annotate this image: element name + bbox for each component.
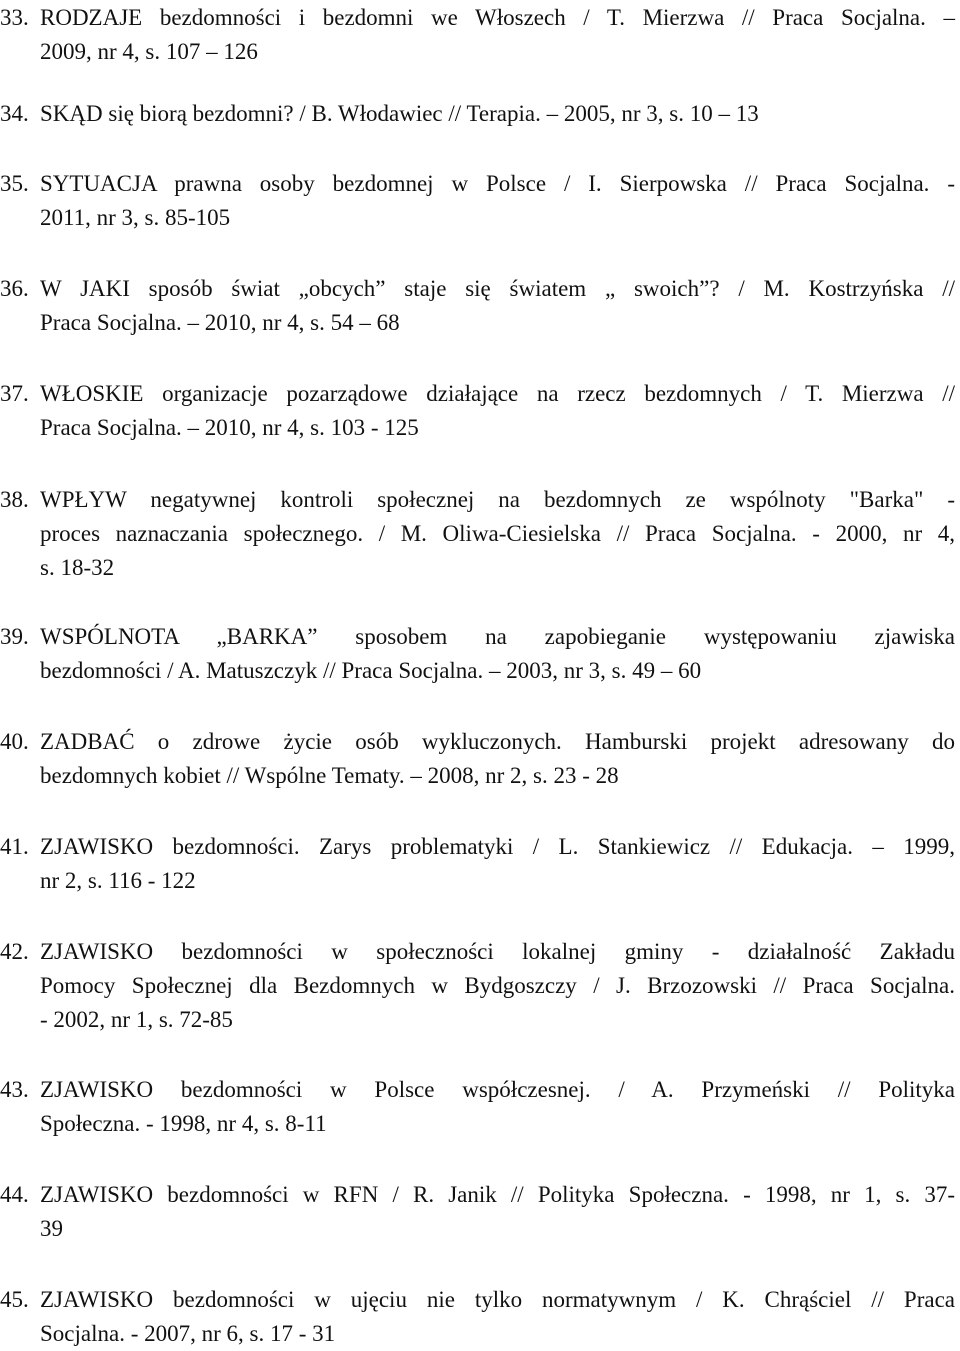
entry-text xyxy=(40,167,955,235)
entry-number: 40. xyxy=(0,729,29,754)
entry-number: 44. xyxy=(0,1182,29,1207)
entry-line: SKĄD się biorą bezdomni? / B. Włodawiec // Terapia. – 2005, nr 3, s. 10 – 13 xyxy=(40,101,759,126)
entry-number: 45. xyxy=(0,1287,29,1312)
entry-text xyxy=(40,830,955,898)
entry-text xyxy=(40,97,955,131)
entry-line: 2011, nr 3, s. 85-105 xyxy=(40,205,231,230)
entry-line: ZADBAĆ o zdrowe życie osób wykluczonych. Hamburski projekt adresowany do xyxy=(40,729,955,754)
entry-text xyxy=(40,1073,955,1141)
entry-line: s. 18-32 xyxy=(40,555,115,580)
entry-number: 41. xyxy=(0,834,29,859)
entry-number: 39. xyxy=(0,624,29,649)
entry-line: ZJAWISKO bezdomności w ujęciu nie tylko normatywnym / K. Chrąściel // Praca xyxy=(40,1287,955,1312)
entry-line: ZJAWISKO bezdomności w społeczności lokalnej gminy - działalność Zakładu xyxy=(40,939,955,964)
entry-text xyxy=(40,1283,955,1351)
entry-line: RODZAJE bezdomności i bezdomni we Włoszech / T. Mierzwa // Praca Socjalna. – xyxy=(40,5,955,30)
entry-line: proces naznaczania społecznego. / M. Oliwa-Ciesielska // Praca Socjalna. - 2000, nr 4, xyxy=(40,521,955,546)
entry-line: WSPÓLNOTA „BARKA” sposobem na zapobieganie występowaniu zjawiska xyxy=(40,624,955,649)
entry-line: - 2002, nr 1, s. 72-85 xyxy=(40,1007,233,1032)
entry-line: 39 xyxy=(40,1216,63,1241)
entry-text xyxy=(40,1,955,69)
entry-text xyxy=(40,725,955,793)
entry-text xyxy=(40,935,955,1037)
entry-number: 42. xyxy=(0,939,29,964)
entry-line: nr 2, s. 116 - 122 xyxy=(40,868,196,893)
entry-number: 43. xyxy=(0,1077,29,1102)
entry-line: WŁOSKIE organizacje pozarządowe działające na rzecz bezdomnych / T. Mierzwa // xyxy=(40,381,955,406)
entry-number: 37. xyxy=(0,381,29,406)
entry-line: ZJAWISKO bezdomności w RFN / R. Janik // Polityka Społeczna. - 1998, nr 1, s. 37- xyxy=(40,1182,955,1207)
entry-line: Praca Socjalna. – 2010, nr 4, s. 103 - 125 xyxy=(40,415,419,440)
entry-number: 35. xyxy=(0,171,29,196)
entry-line: bezdomności / A. Matuszczyk // Praca Socjalna. – 2003, nr 3, s. 49 – 60 xyxy=(40,658,702,683)
entry-number: 34. xyxy=(0,101,29,126)
entry-line: Socjalna. - 2007, nr 6, s. 17 - 31 xyxy=(40,1321,336,1346)
entry-line: Społeczna. - 1998, nr 4, s. 8-11 xyxy=(40,1111,327,1136)
entry-line: SYTUACJA prawna osoby bezdomnej w Polsce / I. Sierpowska // Praca Socjalna. - xyxy=(40,171,955,196)
entry-line: W JAKI sposób świat „obcych” staje się światem „ swoich”? / M. Kostrzyńska // xyxy=(40,276,955,301)
entry-number: 36. xyxy=(0,276,29,301)
entry-line: ZJAWISKO bezdomności. Zarys problematyki / L. Stankiewicz // Edukacja. – 1999, xyxy=(40,834,955,859)
entry-number: 33. xyxy=(0,5,29,30)
entry-line: bezdomnych kobiet // Wspólne Tematy. – 2008, nr 2, s. 23 - 28 xyxy=(40,763,619,788)
entry-line: ZJAWISKO bezdomności w Polsce współczesnej. / A. Przymeński // Polityka xyxy=(40,1077,955,1102)
entry-line: Praca Socjalna. – 2010, nr 4, s. 54 – 68 xyxy=(40,310,400,335)
entry-number: 38. xyxy=(0,487,29,512)
entry-text xyxy=(40,1178,955,1246)
entry-text xyxy=(40,483,955,585)
entry-line: Pomocy Społecznej dla Bezdomnych w Bydgoszczy / J. Brzozowski // Praca Socjalna. xyxy=(40,973,955,998)
entry-text xyxy=(40,377,955,445)
entry-line: 2009, nr 4, s. 107 – 126 xyxy=(40,39,258,64)
entry-text xyxy=(40,620,955,688)
entry-text xyxy=(40,272,955,340)
entry-line: WPŁYW negatywnej kontroli społecznej na bezdomnych ze wspólnoty "Barka" - xyxy=(40,487,955,512)
